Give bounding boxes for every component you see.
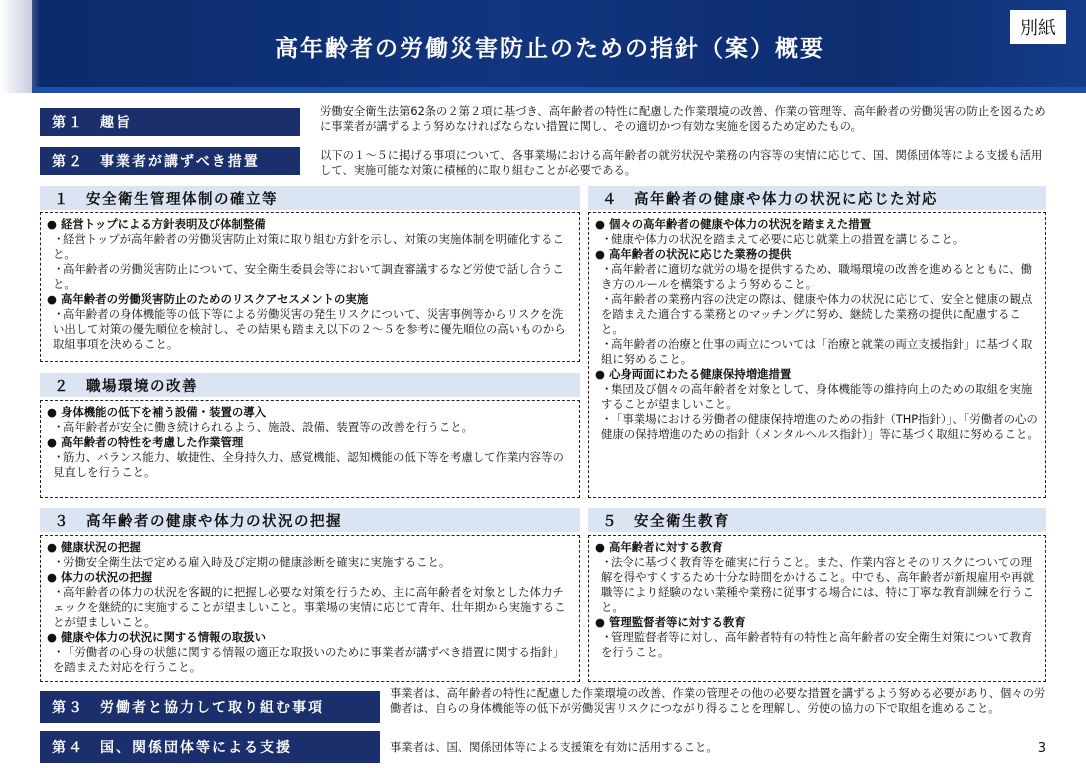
section-3-header: ３ 高年齢者の健康や体力の状況の把握 <box>40 508 580 532</box>
list-item <box>595 292 1039 337</box>
header-fade <box>0 0 40 93</box>
item-mark: ・ <box>601 292 613 306</box>
bullet-heading-text: 高年齢者の状況に応じた業務の提供 <box>609 247 792 261</box>
section-2-header: ２ 職場環境の改善 <box>40 373 580 397</box>
list-item <box>595 382 1039 412</box>
bullet-heading <box>47 217 573 232</box>
bullet-icon: ● <box>47 570 57 584</box>
page-header <box>0 0 1086 93</box>
item-mark: ・ <box>53 555 65 569</box>
list-item <box>595 555 1039 615</box>
list-item-text: 健康や体力の状況を踏まえて必要に応じ就業上の措置を講じること。 <box>611 232 965 246</box>
list-item-text: 集団及び個々の高年齢者を対象として、身体機能等の維持向上のための取組を実施することが望ましいこと。 <box>601 382 1033 411</box>
list-item-text: 筋力、バランス能力、敏捷性、全身持久力、感覚機能、認知機能の低下等を考慮して作業内容等の見直しを行うこと。 <box>53 450 564 479</box>
item-mark: ・ <box>53 450 65 464</box>
bullet-icon: ● <box>47 540 57 554</box>
item-mark: ・ <box>53 645 65 659</box>
list-item-text: 高年齢者の業務内容の決定の際は、健康や体力の状況に応じて、安全と健康の観点を踏まえた適合する業務とのマッチングに努め、継続した業務の提供に配慮すること。 <box>601 292 1033 336</box>
measures-text: 以下の１～５に掲げる事項について、各事業場における高年齢者の就労状況や業務の内容等の実情に応じて、国、関係団体等による支援も活用して、実施可能な対策に積極的に取り組むことが必要である。 <box>320 149 1043 177</box>
bullet-heading-text: 心身両面にわたる健康保持増進措置 <box>609 367 792 381</box>
list-item-text: 経営トップが高年齢者の労働災害防止対策に取り組む方針を示し、対策の実施体制を明確化すること。 <box>53 232 564 261</box>
bullet-icon: ● <box>595 217 605 231</box>
bullet-icon: ● <box>47 217 57 231</box>
bullet-heading <box>47 435 573 450</box>
bullet-heading-text: 健康や体力の状況に関する情報の取扱い <box>61 630 267 644</box>
attachment-tag: 別紙 <box>1010 10 1066 44</box>
support-label: 第４ 国、関係団体等による支援 <box>40 731 380 763</box>
bullet-heading-text: 健康状況の把握 <box>61 540 141 554</box>
list-item <box>595 630 1039 660</box>
bullet-heading-text: 高年齢者に対する教育 <box>609 540 723 554</box>
item-mark: ・ <box>601 262 613 276</box>
bullet-heading-text: 個々の高年齢者の健康や体力の状況を踏まえた措置 <box>609 217 871 231</box>
bullet-icon: ● <box>595 367 605 381</box>
list-item-text: 高年齢者の体力の状況を客観的に把握し必要な対策を行うため、主に高年齢者を対象とした体力チェックを継続的に実施することが望ましいこと。事業場の実情に応じて青年、壮年期から実施することが望ましいこと。 <box>53 585 566 629</box>
support-text: 事業者は、国、関係団体等による支援策を有効に活用すること。 <box>390 741 718 754</box>
item-mark: ・ <box>53 307 65 321</box>
list-item <box>47 420 573 435</box>
item-mark: ・ <box>601 337 613 351</box>
list-item-text: 高年齢者の治療と仕事の両立については「治療と就業の両立支援指針」に基づく取組に努めること。 <box>601 337 1033 366</box>
section-5-box <box>588 535 1046 682</box>
section-1-box <box>40 212 580 362</box>
item-mark: ・ <box>601 412 613 426</box>
bullet-icon: ● <box>47 292 57 306</box>
section-1-header: １ 安全衛生管理体制の確立等 <box>40 186 580 210</box>
list-item-text: 法令に基づく教育等を確実に行うこと。また、作業内容とそのリスクについての理解を得やすくするため十分な時間をかけること。中でも、高年齢者が新規雇用や再就職等により経験のない業種や業務に従事する場合には、特に丁寧な教育訓練を行うこと。 <box>601 555 1034 614</box>
bullet-heading-text: 管理監督者等に対する教育 <box>609 615 746 629</box>
list-item <box>47 645 573 675</box>
bullet-heading <box>47 292 573 307</box>
bullet-icon: ● <box>47 630 57 644</box>
list-item-text: 「事業場における労働者の健康保持増進のための指針（THP指針）」、「労働者の心の健康の保持増進のための指針（メンタルヘルス指針）」等に基づく取組に努めること。 <box>601 412 1039 441</box>
list-item <box>47 232 573 262</box>
section-4-header: ４ 高年齢者の健康や体力の状況に応じた対応 <box>588 186 1046 210</box>
bullet-heading <box>595 367 1039 382</box>
bullet-icon: ● <box>47 435 57 449</box>
bullet-heading-text: 経営トップによる方針表明及び体制整備 <box>61 217 266 231</box>
item-mark: ・ <box>53 585 65 599</box>
page-title: 高年齢者の労働災害防止のための指針（案）概要 <box>275 36 825 62</box>
list-item-text: 高年齢者の身体機能等の低下等による労働災害の発生リスクについて、災害事例等からリスクを洗い出して対策の優先順位を検討し、その結果も踏まえ以下の２～５を参考に優先順位の高いものから取組事項を決めること。 <box>53 307 566 351</box>
bullet-heading-text: 身体機能の低下を補う設備・装置の導入 <box>61 405 267 419</box>
section-2-box <box>40 400 580 498</box>
bullet-heading-text: 高年齢者の特性を考慮した作業管理 <box>61 435 244 449</box>
list-item <box>47 307 573 352</box>
bullet-heading <box>595 540 1039 555</box>
list-item <box>595 412 1039 442</box>
bullet-heading <box>595 217 1039 232</box>
bullet-heading <box>47 540 573 555</box>
item-mark: ・ <box>601 555 613 569</box>
bullet-heading <box>595 615 1039 630</box>
list-item-text: 高年齢者に適切な就労の場を提供するため、職場環境の改善を進めるとともに、働き方のルールを構築するよう努めること。 <box>601 262 1032 291</box>
item-mark: ・ <box>601 232 613 246</box>
list-item-text: 労働安全衛生法で定める雇入時及び定期の健康診断を確実に実施すること。 <box>63 555 451 569</box>
list-item-text: 高年齢者の労働災害防止について、安全衛生委員会等において調査審議するなど労使で話し合うこと。 <box>53 262 564 291</box>
item-mark: ・ <box>601 630 613 644</box>
bullet-heading <box>47 570 573 585</box>
page-number: 3 <box>1037 741 1046 756</box>
bullet-heading <box>47 405 573 420</box>
purpose-text: 労働安全衛生法第62条の２第２項に基づき、高年齢者の特性に配慮した作業環境の改善、作業の管理等、高年齢者の労働災害の防止を図るために事業者が講ずるよう努めなければならない措置に関し、その適切かつ有効な実施を図るため定めたもの。 <box>320 105 1046 133</box>
section-5-header: ５ 安全衛生教育 <box>588 508 1046 532</box>
list-item <box>47 262 573 292</box>
cooperation-label: 第３ 労働者と協力して取り組む事項 <box>40 691 380 723</box>
list-item <box>47 585 573 630</box>
list-item-text: 管理監督者等に対し、高年齢者特有の特性と高年齢者の安全衛生対策について教育を行うこと。 <box>601 630 1033 659</box>
bullet-heading-text: 高年齢者の労働災害防止のためのリスクアセスメントの実施 <box>61 292 369 306</box>
item-mark: ・ <box>53 262 65 276</box>
bullet-heading <box>595 247 1039 262</box>
section-4-box <box>588 212 1046 498</box>
item-mark: ・ <box>53 232 65 246</box>
item-mark: ・ <box>53 420 65 434</box>
item-mark: ・ <box>601 382 613 396</box>
bullet-heading-text: 体力の状況の把握 <box>61 570 153 584</box>
list-item <box>595 262 1039 292</box>
bullet-icon: ● <box>595 247 605 261</box>
bullet-heading <box>47 630 573 645</box>
list-item-text: 「労働者の心身の状態に関する情報の適正な取扱いのために事業者が講ずべき措置に関する指針」を踏まえた対応を行うこと。 <box>53 645 564 674</box>
list-item-text: 高年齢者が安全に働き続けられるよう、施設、設備、装置等の改善を行うこと。 <box>63 420 474 434</box>
header-stripe <box>32 87 1086 93</box>
bullet-icon: ● <box>47 405 57 419</box>
bullet-icon: ● <box>595 615 605 629</box>
list-item <box>47 450 573 480</box>
measures-label: 第２ 事業者が講ずべき措置 <box>40 147 300 175</box>
bullet-icon: ● <box>595 540 605 554</box>
section-3-box <box>40 535 580 682</box>
list-item <box>595 232 1039 247</box>
list-item <box>595 337 1039 367</box>
cooperation-text: 事業者は、高年齢者の特性に配慮した作業環境の改善、作業の管理その他の必要な措置を講ずるよう努める必要があり、個々の労働者は、自らの身体機能等の低下が労働災害リスクにつながり得ることを理解し、労使の協力の下で取組を進めること。 <box>390 687 1046 715</box>
list-item <box>47 555 573 570</box>
purpose-label: 第１ 趣旨 <box>40 108 300 136</box>
